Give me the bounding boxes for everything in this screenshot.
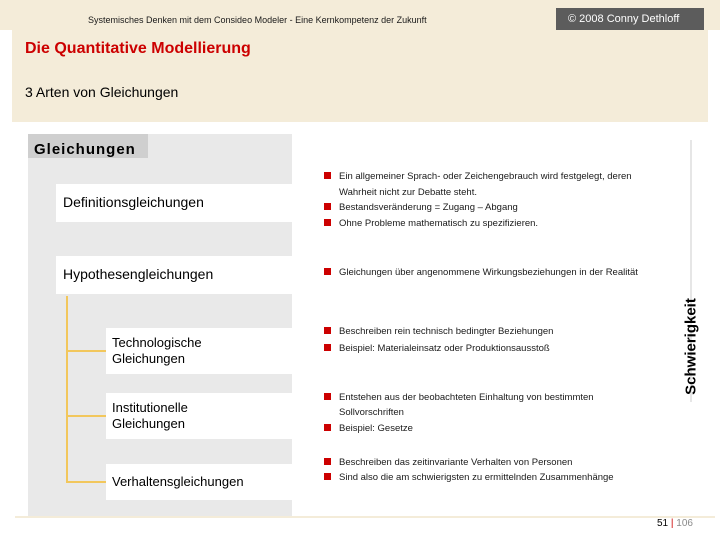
- page-total: 106: [676, 518, 693, 529]
- hierarchy-connector: [66, 296, 68, 482]
- header-copyright: © 2008 Conny Dethloff: [568, 13, 680, 25]
- bullet-item: Ein allgemeiner Sprach- oder Zeichengebrauch wird festgelegt, deren: [324, 169, 632, 185]
- bullet-continuation: Sollvorschriften: [339, 407, 404, 418]
- bullet-continuation: Wahrheit nicht zur Debatte steht.: [339, 187, 477, 198]
- bullet-item: Beispiel: Materialeinsatz oder Produktionsausstoß: [324, 341, 550, 357]
- difficulty-axis-label: Schwierigkeit: [682, 298, 700, 395]
- bullet-item: Sind also die am schwierigsten zu ermittelnden Zusammenhänge: [324, 470, 614, 486]
- page-current: 51: [657, 518, 669, 529]
- bullet-square-icon: [324, 327, 331, 334]
- slide-title: Die Quantitative Modellierung: [25, 40, 251, 57]
- connector-technological: [66, 350, 106, 352]
- technological-label: Technologische Gleichungen: [112, 335, 202, 366]
- footer-rule: [15, 516, 715, 518]
- bullet-square-icon: [324, 424, 331, 431]
- bullet-square-icon: [324, 203, 331, 210]
- bullet-square-icon: [324, 219, 331, 226]
- bullet-square-icon: [324, 268, 331, 275]
- connector-institutional: [66, 415, 106, 417]
- page-number: [657, 518, 693, 529]
- bullet-item: Beschreiben das zeitinvariante Verhalten von Personen: [324, 455, 572, 471]
- page-separator: |: [670, 518, 674, 529]
- equations-panel-heading: Gleichungen: [34, 141, 136, 158]
- slide-subtitle: 3 Arten von Gleichungen: [25, 84, 179, 100]
- hypotheses-label: Hypothesengleichungen: [63, 266, 214, 282]
- bullet-item: Beschreiben rein technisch bedingter Beziehungen: [324, 324, 553, 340]
- definitions-label: Definitionsgleichungen: [63, 194, 204, 210]
- bullet-item: Ohne Probleme mathematisch zu spezifizieren.: [324, 216, 538, 232]
- header-presentation-title: Systemisches Denken mit dem Consideo Modeler - Eine Kernkompetenz der Zukunft: [88, 15, 427, 25]
- bullet-item: Bestandsveränderung = Zugang – Abgang: [324, 200, 518, 216]
- bullet-square-icon: [324, 172, 331, 179]
- bullet-item: Beispiel: Gesetze: [324, 421, 413, 437]
- bullet-item: Gleichungen über angenommene Wirkungsbeziehungen in der Realität: [324, 265, 638, 281]
- bullet-square-icon: [324, 473, 331, 480]
- bullet-item: Entstehen aus der beobachteten Einhaltung von bestimmten: [324, 390, 594, 406]
- behavioral-label: Verhaltensgleichungen: [112, 474, 244, 489]
- connector-behavioral: [66, 481, 106, 483]
- institutional-label: Institutionelle Gleichungen: [112, 400, 188, 431]
- bullet-square-icon: [324, 393, 331, 400]
- bullet-square-icon: [324, 344, 331, 351]
- bullet-square-icon: [324, 458, 331, 465]
